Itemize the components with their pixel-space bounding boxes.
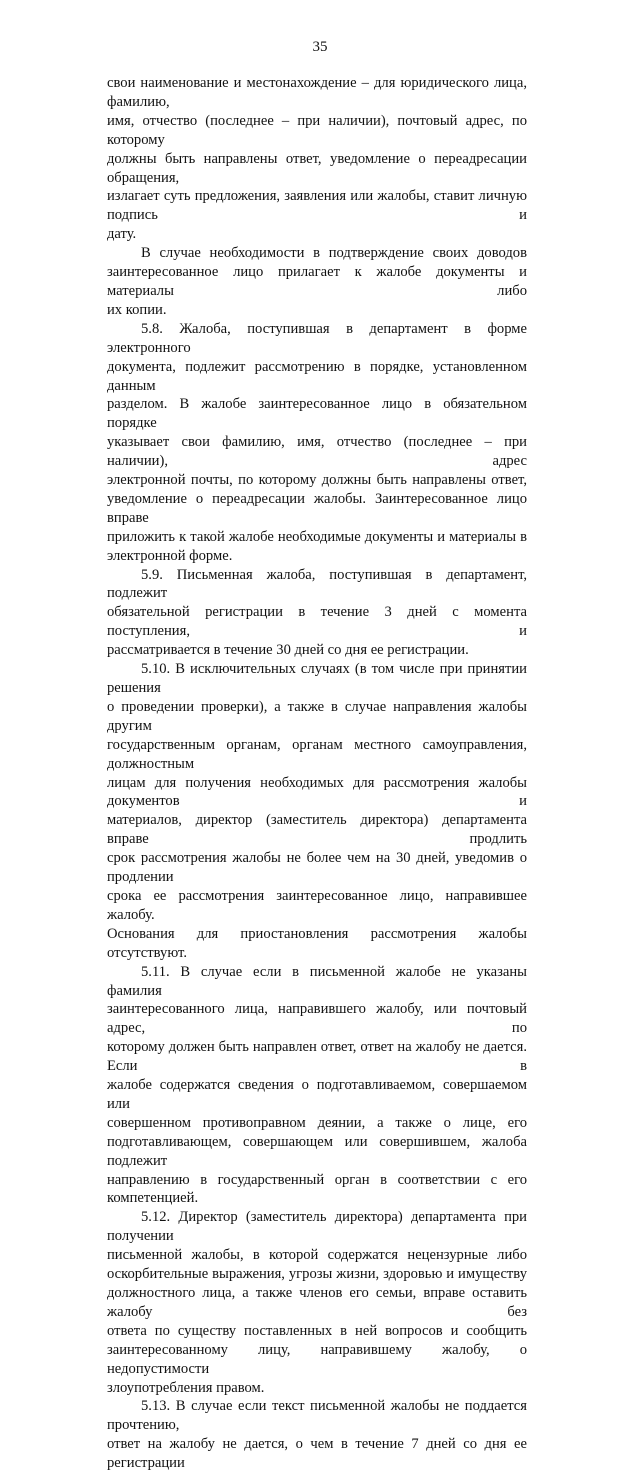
text-line: подготавливающем, совершающем или совершившем, жалоба подлежит	[107, 1133, 527, 1169]
document-body	[107, 74, 527, 1473]
text-line: должны быть направлены ответ, уведомление о переадресации обращения,	[107, 150, 527, 186]
paragraph-continuation	[107, 74, 527, 244]
text-line: ответа по существу поставленных в ней вопросов и сообщить	[107, 1322, 527, 1339]
paragraph-5-13	[107, 1397, 527, 1473]
text-line: излагает суть предложения, заявления или жалобы, ставит личную подпись и	[107, 188, 527, 224]
text-line: 5.10. В исключительных случаях (в том числе при принятии решения	[107, 661, 527, 696]
text-line: заинтересованному лицу, направившему жалобу, о недопустимости	[107, 1341, 527, 1377]
text-line: ответ на жалобу не дается, о чем в течение 7 дней со дня ее регистрации	[107, 1436, 527, 1472]
text-line: разделом. В жалобе заинтересованное лицо в обязательном порядке	[107, 396, 527, 432]
text-line: оскорбительные выражения, угрозы жизни, здоровью и имуществу	[107, 1266, 527, 1283]
text-line: документа, подлежит рассмотрению в порядке, установленном данным	[107, 358, 527, 394]
text-line: 5.11. В случае если в письменной жалобе не указаны фамилия	[107, 963, 527, 999]
text-line: заинтересованное лицо прилагает к жалобе документы и материалы либо	[107, 264, 527, 299]
text-line: срока ее рассмотрения заинтересованное лицо, направившее жалобу.	[107, 887, 527, 923]
text-line: 5.12. Директор (заместитель директора) департамента при получении	[107, 1209, 527, 1245]
text-line: злоупотребления правом.	[107, 1379, 265, 1396]
paragraph-5-10	[107, 660, 527, 963]
text-line: 5.13. В случае если текст письменной жалобы не поддается прочтению,	[107, 1398, 527, 1434]
text-line: которому должен быть направлен ответ, ответ на жалобу не дается. Если в	[107, 1039, 527, 1075]
text-line: обязательной регистрации в течение 3 дней с момента поступления, и	[107, 604, 527, 640]
text-line: государственным органам, органам местного самоуправления, должностным	[107, 736, 527, 772]
text-line: дату.	[107, 226, 137, 243]
text-line: заинтересованного лица, направившего жалобу, или почтовый адрес, по	[107, 1001, 527, 1037]
text-line: материалов, директор (заместитель директора) департамента вправе продлить	[107, 812, 527, 848]
text-line: В случае необходимости в подтверждение своих доводов	[141, 245, 527, 262]
paragraph-attachments	[107, 244, 527, 320]
paragraph-5-11	[107, 963, 527, 1209]
text-line: рассматривается в течение 30 дней со дня ее регистрации.	[107, 642, 469, 659]
text-line: Основания для приостановления рассмотрения жалобы отсутствуют.	[107, 925, 527, 961]
text-line: приложить к такой жалобе необходимые документы и материалы в	[107, 528, 527, 545]
text-line: должностного лица, а также членов его семьи, вправе оставить жалобу без	[107, 1285, 527, 1320]
text-line: жалобе содержатся сведения о подготавливаемом, совершаемом или	[107, 1077, 527, 1112]
text-line: имя, отчество (последнее – при наличии), почтовый адрес, по которому	[107, 112, 527, 148]
text-line: уведомление о переадресации жалобы. Заинтересованное лицо вправе	[107, 490, 527, 526]
text-line: электронной почты, по которому должны быть направлены ответ,	[107, 472, 527, 489]
text-line: лицам для получения необходимых для рассмотрения жалобы документов и	[107, 774, 527, 810]
text-line: 5.9. Письменная жалоба, поступившая в департамент, подлежит	[107, 566, 527, 602]
paragraph-5-12	[107, 1208, 527, 1397]
text-line: о проведении проверки), а также в случае направления жалобы другим	[107, 698, 527, 734]
text-line: свои наименование и местонахождение – для юридического лица, фамилию,	[107, 75, 527, 110]
page-number: 35	[312, 39, 328, 55]
text-line: их копии.	[107, 301, 167, 318]
text-line: письменной жалобы, в которой содержатся нецензурные либо	[107, 1247, 527, 1264]
text-line: 5.8. Жалоба, поступившая в департамент в форме электронного	[107, 320, 527, 356]
text-line: электронной форме.	[107, 547, 233, 564]
text-line: направлению в государственный орган в соответствии с его компетенцией.	[107, 1171, 527, 1207]
text-line: указывает свои фамилию, имя, отчество (последнее – при наличии), адрес	[107, 434, 527, 470]
text-line: срок рассмотрения жалобы не более чем на 30 дней, уведомив о продлении	[107, 850, 527, 886]
paragraph-5-9	[107, 566, 527, 661]
text-line: совершенном противоправном деянии, а также о лице, его	[107, 1114, 527, 1131]
paragraph-5-8	[107, 320, 527, 566]
